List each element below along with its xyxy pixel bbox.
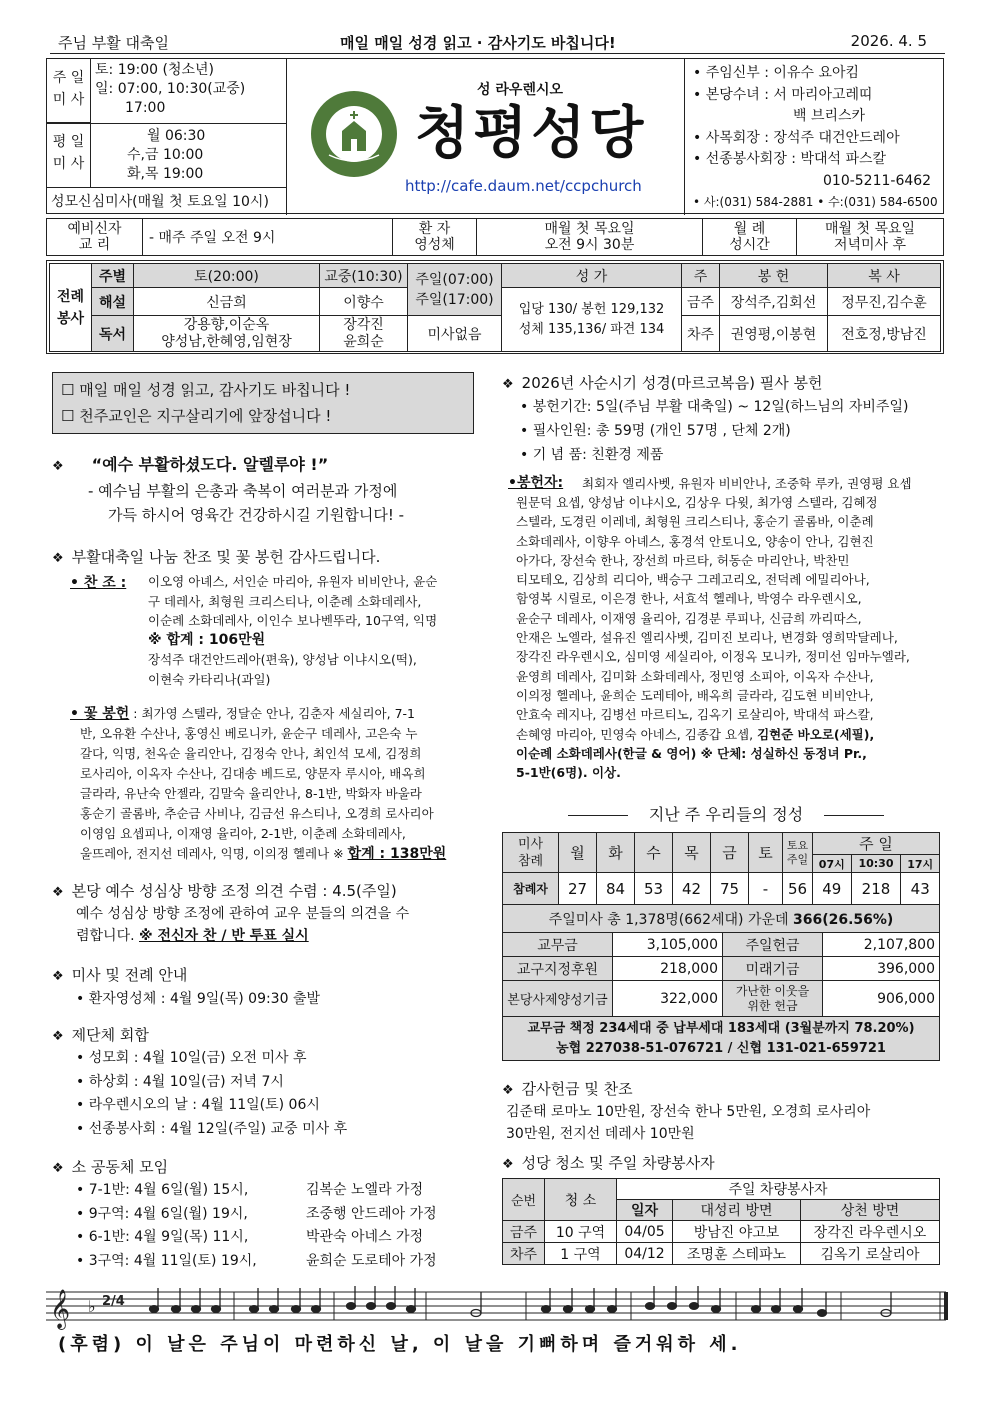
driver-sangcheon: 김옥기 로살리아 xyxy=(801,1243,940,1265)
time-signature: 2/4 xyxy=(102,1294,125,1309)
sunday-line: 토: 19:00 (청소년) xyxy=(95,62,214,78)
easter-title-row xyxy=(52,452,482,475)
staff-line: 백 브리스카 xyxy=(793,108,866,124)
group-when: • 6-1반: 4월 9일(목) 11시, xyxy=(76,1229,249,1245)
mass-times xyxy=(47,59,287,215)
count: 43 xyxy=(901,873,940,905)
small-groups-title-row xyxy=(52,1156,482,1177)
group-host: 김복순 노엘라 가정 xyxy=(306,1182,424,1198)
gratitude-section xyxy=(502,1078,946,1145)
staff-list xyxy=(693,63,943,214)
group-item xyxy=(76,1250,482,1274)
count: 56 xyxy=(783,873,813,905)
attendance-title: 지난 주 우리들의 정성 xyxy=(648,805,804,824)
sunday-header: 주 일 xyxy=(813,833,940,855)
donor-bold: 이순례 소화데레사(한글 & 영어) ※ 단체: 성실하신 동정녀 Pr., xyxy=(516,745,867,761)
patient-communion-value: 매월 첫 목요일 오전 9시 30분 xyxy=(477,219,703,256)
flower-list: • 꽃 봉헌 : 최가영 스텔라, 정달순 안나, 김춘자 세실리아, 7-1 반, 오유환 수산나, 홍영신 베로니카, 윤순구 데레사, 고은숙 누 갈다, 익명, 천옥순 율리안나, 김정숙 안나, 최인석 모세, 김정희 로사리아, 이옥자 수산나, 김대송 베드로, 양문자 루시아, 배옥희 글라라, 유난숙 안젤라, 김말숙 율리안나, 8-1반, 박화자 바울라 홍순기 골롬바, 추순금 사비나, 김금선 유스티나, 오경희 로사리아 이영임 요셉피나, 이재영 율리아, 2-1반, 이춘례 소화데레사, 울뜨레아, 전지선 데레사, 익명, 이의정 헬레나 ※ 합계 : 138만원 xyxy=(70,704,482,864)
flower-line: 글라라, 유난숙 안젤라, 김말숙 율리안나, 8-1반, 박화자 바울라 xyxy=(80,786,422,801)
this-week-label: 금주 xyxy=(682,288,720,316)
lent-item: • 봉헌기간: 5일(주님 부활 대축일) ~ 12일(하느님의 자비주일) xyxy=(520,399,909,415)
group-host: 윤희순 도로테아 가정 xyxy=(306,1252,437,1269)
row-reading-label: 독서 xyxy=(92,316,134,352)
reading-sat: 강용향,이순옥 양성남,한혜영,임현장 xyxy=(134,316,320,352)
motto: 매일 매일 성경 읽고 · 감사기도 바칩니다! xyxy=(340,34,616,52)
cleaning-table xyxy=(502,1178,940,1265)
day-thu: 목 xyxy=(673,833,711,873)
staff-line: • 주임신부 : 이유수 요아킴 xyxy=(693,65,860,81)
logo-title: 청평성당 xyxy=(415,101,648,166)
finance-table xyxy=(502,932,940,1061)
donor-line: 이의정 헬레나, 윤희순 도레테아, 배옥희 글라라, 김도현 비비안나, xyxy=(516,687,874,703)
finance-label: 본당사제양성기금 xyxy=(503,981,613,1017)
holy-hour-value: 매월 첫 목요일 저녁미사 후 xyxy=(797,219,944,256)
banner-box xyxy=(52,372,474,434)
cleaning-date: 04/05 xyxy=(617,1221,673,1243)
meeting-item: • 하상회 : 4월 10일(금) 저녁 7시 xyxy=(76,1073,284,1090)
chanjo-line: 장석주 대건안드레아(편육), 양성남 이냐시오(떡), xyxy=(148,652,417,667)
svg-text:𝄞: 𝄞 xyxy=(50,1289,71,1329)
group-item xyxy=(76,1203,482,1227)
hymn-lyrics: (후렴) 이 날은 주님이 마련하신 날, 이 날을 기뻐하며 즐거워하 세. xyxy=(58,1334,742,1355)
mass-guide-section xyxy=(52,964,482,1011)
sun-time: 10:30 xyxy=(851,855,901,873)
weekday-line: 화,목 19:00 xyxy=(127,166,204,182)
flower-line: 반, 오유환 수산나, 홍영신 베로니카, 윤순구 데레사, 고은숙 누 xyxy=(80,726,418,741)
chanjo-label-row: • 찬 조 : xyxy=(70,575,127,591)
chanjo-line: 구 데레사, 최형원 크리스티나, 이춘례 소화데레사, xyxy=(148,593,422,609)
driver-sangcheon: 장각진 라우렌시오 xyxy=(801,1221,940,1243)
meetings-title-row xyxy=(52,1024,482,1045)
liturgy-table xyxy=(49,263,941,352)
cleaning-order: 차주 xyxy=(503,1243,545,1265)
choir-numbers: 입당 130/ 봉헌 129,132 성체 135,136/ 파견 134 xyxy=(502,288,682,352)
group-host: 박관숙 아네스 가정 xyxy=(306,1229,424,1245)
cleaning-date: 04/12 xyxy=(617,1243,673,1265)
staff-phones: • 사:(031) 584-2881 • 수:(031) 584-6500 xyxy=(693,195,938,209)
attendance-header: 미사 참례 xyxy=(503,833,559,873)
weekday-line: 월 06:30 xyxy=(147,128,206,144)
count: 75 xyxy=(711,873,749,905)
survey-title-row xyxy=(52,880,482,901)
donor-line: 아가다, 장선숙 한나, 장선희 마르타, 허동순 마리안나, 박찬민 xyxy=(516,552,850,568)
reading-main: 장각진 윤희순 xyxy=(320,316,408,352)
row-commentary-label: 해설 xyxy=(92,288,134,316)
finance-value: 396,000 xyxy=(823,957,940,981)
flower-total: 합계 : 138만원 xyxy=(347,846,447,862)
easter-title: “예수 부활하셨도다. 알렐루야 !” xyxy=(91,455,329,474)
cleaning-title-row xyxy=(502,1152,715,1173)
donor-line: 윤순구 데레사, 이재영 율리아, 김경분 루피나, 신금희 까리따스, xyxy=(516,610,862,626)
weekday-mass-label: 평 일 미 사 xyxy=(47,123,91,187)
donor-line: 함영복 시릴로, 이은경 한나, 서효석 헬레나, 박영수 라우렌시오, xyxy=(516,591,862,607)
chanjo-list xyxy=(148,572,488,689)
bank-accounts: 농협 227038-51-076721 / 신협 131-021-659721 xyxy=(556,1040,886,1056)
gratitude-title: 감사헌금 및 찬조 xyxy=(521,1080,633,1098)
attendance-ratio: 366(26.56%) xyxy=(792,911,894,928)
col-order: 순번 xyxy=(503,1179,545,1221)
donor-line: 스텔라, 도경린 이레네, 최형원 크리스티나, 홍순기 골롬바, 이춘례 xyxy=(516,514,874,530)
flower-line: 최가영 스텔라, 정달순 안나, 김춘자 세실리아, 7-1 xyxy=(141,706,415,721)
donor-line: 티모테오, 김상희 리디아, 백승구 그레고리오, 전덕례 에밀리아나, xyxy=(516,572,870,588)
chanjo-label: 찬 조 xyxy=(83,575,116,591)
banner-line: ☐ 천주교인은 지구살리기에 앞장섭니다 ! xyxy=(61,407,332,425)
survey-title: 본당 예수 성심상 방향 조정 의견 수렴 : 4.5(주일) xyxy=(71,882,397,900)
chanjo-line: 이오영 아녜스, 서인순 마리아, 유원자 비비안나, 윤순 xyxy=(148,574,438,589)
catechumen-label: 예비신자 교 리 xyxy=(47,219,143,256)
feast-label: 주님 부활 대축일 xyxy=(58,34,169,52)
count: 27 xyxy=(559,873,597,905)
meeting-item: • 성모회 : 4월 10일(금) 오전 미사 후 xyxy=(76,1050,307,1066)
count: 49 xyxy=(813,873,852,905)
flower-line: 홍순기 골롬바, 추순금 사비나, 김금선 유스티나, 오경희 로사리아 xyxy=(80,806,434,821)
sacred-heart-mass: 성모신심미사(매월 첫 토요일 10시) xyxy=(51,194,269,210)
donor-line: 손혜영 마리아, 민영숙 아네스, 김종갑 요셉, xyxy=(516,726,754,742)
easter-blessing xyxy=(52,479,482,527)
group-when: • 7-1반: 4월 6일(월) 15시, xyxy=(76,1182,249,1198)
dues-note: 교무금 책정 234세대 중 납부세대 183세대 (3월분까지 78.20%) xyxy=(527,1020,915,1036)
donors-first: 최회자 엘리사벳, 유원자 비비안나, 조중학 루카, 권영평 요셉 xyxy=(582,476,912,491)
header-box xyxy=(46,58,944,214)
donors-label: •봉헌자: xyxy=(508,475,564,491)
gratitude-line: 30만원, 전지선 데레사 10만원 xyxy=(506,1126,695,1142)
col-sunday: 주일(07:00) 주일(17:00) xyxy=(408,264,502,316)
col-acolyte: 복 사 xyxy=(828,264,941,288)
staff-line: • 선종봉사회장 : 박대석 파스칼 xyxy=(693,151,887,167)
gratitude-line: 김준태 로마노 10만원, 장선숙 한나 5만원, 오경희 로사리아 xyxy=(506,1104,871,1120)
flower-label: 꽃 봉헌 xyxy=(83,706,130,722)
col-date: 일자 xyxy=(617,1200,673,1221)
holy-hour-label: 월 례 성시간 xyxy=(703,219,797,256)
this-week-acolyte: 정무진,김수훈 xyxy=(828,288,941,316)
liturgy-side-label: 전례 봉사 xyxy=(50,264,92,352)
meetings-section xyxy=(52,1024,482,1141)
donor-line: 윤영희 데레사, 김미화 소화데레사, 정민영 소피아, 이옥자 수산나, xyxy=(516,668,874,684)
col-main: 교중(10:30) xyxy=(320,264,408,288)
lent-item: • 필사인원: 총 59명 (개인 57명 , 단체 2개) xyxy=(520,423,791,439)
thanks-title: 부활대축일 나눔 찬조 및 꽃 봉헌 감사드립니다. xyxy=(71,548,381,566)
easter-line: - 예수님 부활의 은총과 축복이 여러분과 가정에 xyxy=(88,482,398,500)
finance-value: 906,000 xyxy=(823,981,940,1017)
donor-line: 소화데레사, 이향우 아녜스, 홍경석 안토니오, 양송이 안나, 김현진 xyxy=(516,533,874,549)
finance-value: 218,000 xyxy=(613,957,723,981)
donor-line: 안재은 노엘라, 설유진 엘리사벳, 김미진 보리나, 변경화 영희막달레나, xyxy=(516,630,898,646)
thanks-section xyxy=(52,546,482,862)
col-sat: 토(20:00) xyxy=(134,264,320,288)
weekday-line: 수,금 10:00 xyxy=(127,147,204,163)
flower-line: 갈다, 익명, 천옥순 율리안나, 김정숙 안나, 최인석 모세, 김정희 xyxy=(80,746,422,761)
flower-line: 울뜨레아, 전지선 데레사, 익명, 이의정 헬레나 ※ xyxy=(80,846,344,861)
lent-section xyxy=(502,372,946,781)
group-when: • 3구역: 4월 11일(토) 19시, xyxy=(76,1252,257,1269)
flower-line: 이영임 요셉피나, 이재영 율리아, 2-1반, 이춘례 소화데레사, xyxy=(80,826,406,841)
count: - xyxy=(749,873,783,905)
staff-line: • 사목회장 : 장석주 대건안드레아 xyxy=(693,129,900,146)
finance-value: 3,105,000 xyxy=(613,933,723,957)
lent-title-row xyxy=(502,372,946,393)
next-week-service: 권영평,이봉현 xyxy=(720,316,828,352)
sunday-mass-label: 주 일 미 사 xyxy=(47,59,91,123)
group-item xyxy=(76,1226,482,1250)
patient-communion-label: 환 자 영성체 xyxy=(393,219,477,256)
cleaning-group: 10 구역 xyxy=(545,1221,617,1243)
col-car-service: 주일 차량봉사자 xyxy=(617,1179,940,1200)
meeting-item: • 선종봉사회 : 4월 12일(주일) 교중 미사 후 xyxy=(76,1120,348,1137)
finance-label: 교구지정후원 xyxy=(503,957,613,981)
day-tue: 화 xyxy=(597,833,635,873)
weekday-mass-lines xyxy=(127,127,205,184)
thanks-title-row xyxy=(52,546,482,567)
this-week-service: 장석주,김회선 xyxy=(720,288,828,316)
group-host: 조중행 안드레아 가정 xyxy=(306,1205,437,1222)
finance-label: 가난한 이웃을 위한 헌금 xyxy=(723,981,823,1017)
commentary-main: 이향수 xyxy=(320,288,408,316)
commentary-sat: 신금희 xyxy=(134,288,320,316)
cleaning-title: 성당 청소 및 주일 차량봉사자 xyxy=(521,1154,715,1172)
col-choir: 성 가 xyxy=(502,264,682,288)
lent-title: 2026년 사순시기 성경(마르코복음) 필사 봉헌 xyxy=(521,374,823,392)
finance-label: 주일헌금 xyxy=(723,933,823,957)
survey-line: 렴합니다. xyxy=(76,928,135,944)
small-groups-title: 소 공동체 모임 xyxy=(71,1158,169,1176)
finance-label: 교무금 xyxy=(503,933,613,957)
donor-bold: 5-1반(6명). 이상. xyxy=(516,765,621,781)
group-item xyxy=(76,1179,482,1203)
logo-subtitle: 성 라우렌시오 xyxy=(477,82,564,98)
mass-guide-item: • 환자영성체 : 4월 9일(목) 09:30 출발 xyxy=(76,991,320,1007)
lent-item: • 기 념 품: 친환경 제품 xyxy=(520,447,664,463)
date: 2026. 4. 5 xyxy=(850,32,927,50)
col-cleaning: 청 소 xyxy=(545,1179,617,1221)
small-groups-section xyxy=(52,1156,482,1273)
logo-block xyxy=(287,59,685,215)
chanjo-total: ※ 합계 : 106만원 xyxy=(148,631,266,648)
driver-daeseongri: 조명훈 스테파노 xyxy=(673,1243,801,1265)
easter-line: 가득 하시어 영육간 건강하시길 기원합니다! - xyxy=(108,506,405,524)
attendance-table xyxy=(502,832,940,933)
chanjo-line: 이순례 소화데레사, 이인수 보나벤뚜라, 10구역, 익명 xyxy=(148,613,438,628)
count: 84 xyxy=(597,873,635,905)
top-bar xyxy=(50,30,945,54)
day-sat: 토 xyxy=(749,833,783,873)
donor-line: 장각진 라우렌시오, 심미영 세실리아, 이정옥 모니카, 정미선 임마누엘라, xyxy=(516,649,910,665)
staff-line: • 본당수녀 : 서 마리아고레띠 xyxy=(693,86,873,103)
day-fri: 금 xyxy=(711,833,749,873)
survey-section xyxy=(52,880,482,947)
mass-guide-title: 미사 및 전례 안내 xyxy=(71,966,188,984)
count: 53 xyxy=(635,873,673,905)
flower-line: 로사리아, 이옥자 수산나, 김대송 베드로, 양문자 루시아, 배옥희 xyxy=(80,766,426,781)
sun-time: 17시 xyxy=(901,855,940,873)
attendance-summary: 주일미사 총 1,378명(662세대) 가운데 xyxy=(548,911,793,928)
count: 42 xyxy=(673,873,711,905)
group-when: • 9구역: 4월 6일(월) 19시, xyxy=(76,1205,248,1222)
finance-value: 322,000 xyxy=(613,981,723,1017)
attendee-label: 참례자 xyxy=(503,873,559,905)
survey-line: 예수 성심상 방향 조정에 관하여 교우 분들의 의견을 수 xyxy=(76,906,410,922)
next-week-label: 차주 xyxy=(682,316,720,352)
col-week: 주별 xyxy=(92,264,134,288)
sun-time: 07시 xyxy=(813,855,852,873)
count: 218 xyxy=(851,873,901,905)
finance-value: 2,107,800 xyxy=(823,933,940,957)
survey-vote: ※ 전신자 찬 / 반 투표 실시 xyxy=(139,928,309,944)
staff-line: 010-5211-6462 xyxy=(823,172,932,189)
col-service: 봉 헌 xyxy=(720,264,828,288)
no-mass: 미사없음 xyxy=(408,316,502,352)
col-week2: 주 xyxy=(682,264,720,288)
next-week-acolyte: 전호정,방남진 xyxy=(828,316,941,352)
info-table xyxy=(46,218,944,256)
day-wed: 수 xyxy=(635,833,673,873)
meetings-title: 제단체 회합 xyxy=(71,1026,149,1044)
donor-line: 안효숙 레지나, 김병선 마르티노, 김옥기 로살리아, 박대석 파스칼, xyxy=(516,707,874,723)
music-staff xyxy=(46,1282,952,1332)
chanjo-line: 이현숙 카타리나(과일) xyxy=(148,671,271,687)
col-daeseongri: 대성리 방면 xyxy=(673,1200,801,1221)
catechumen-value: - 매주 주일 오전 9시 xyxy=(143,219,393,256)
attendance-title-row xyxy=(536,802,916,825)
cafe-link[interactable]: http://cafe.daum.net/ccpchurch xyxy=(405,177,642,195)
mass-guide-title-row xyxy=(52,964,482,985)
banner-line: ☐ 매일 매일 성경 읽고, 감사기도 바칩니다 ! xyxy=(61,381,351,399)
cleaning-order: 금주 xyxy=(503,1221,545,1243)
sunday-line: 일: 07:00, 10:30(교중) xyxy=(95,81,246,97)
donor-line: 원문덕 요셉, 양성남 이냐시오, 김상우 다윗, 최가영 스텔라, 김혜정 xyxy=(516,495,878,510)
day-mon: 월 xyxy=(559,833,597,873)
meeting-item: • 라우렌시오의 날 : 4월 11일(토) 06시 xyxy=(76,1097,320,1113)
church-seal-icon xyxy=(309,89,399,179)
easter-section xyxy=(52,452,482,527)
sat-eve-header: 토요 주일 xyxy=(783,833,813,873)
donor-bold: 김현준 바오로(세필), xyxy=(757,726,875,742)
driver-daeseongri: 방남진 야고보 xyxy=(673,1221,801,1243)
cleaning-group: 1 구역 xyxy=(545,1243,617,1265)
finance-label: 미래기금 xyxy=(723,957,823,981)
gratitude-title-row xyxy=(502,1078,946,1099)
donors-list xyxy=(516,493,948,782)
sunday-mass-lines xyxy=(95,61,245,118)
sunday-line: 17:00 xyxy=(125,100,166,116)
svg-text:♭: ♭ xyxy=(88,1297,96,1316)
col-sangcheon: 상천 방면 xyxy=(801,1200,940,1221)
